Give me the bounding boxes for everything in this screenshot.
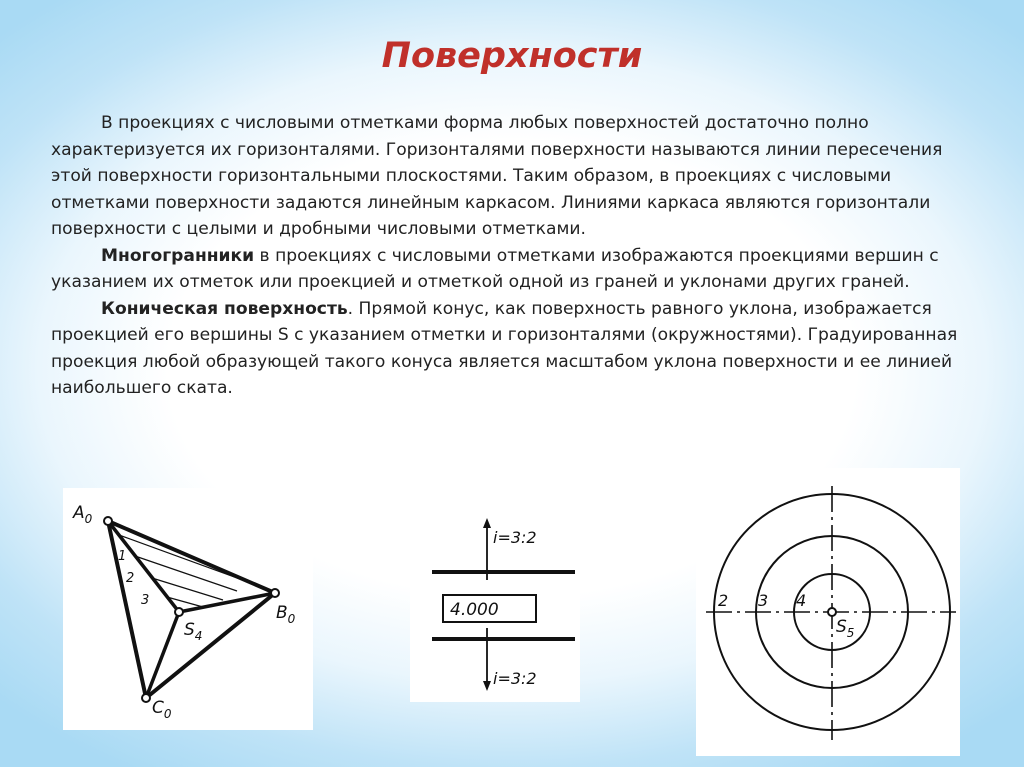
vertex-b-subscript: 0 (287, 612, 296, 626)
svg-text:A0 (72, 503, 93, 526)
slope-label-bottom: i=3:2 (493, 669, 537, 688)
elevation-label: 4.000 (450, 600, 499, 620)
vertex-a-point (104, 517, 112, 525)
term-conical-surface: Коническая поверхность (101, 298, 348, 319)
cone-figure (696, 468, 960, 756)
svg-text:S5 (836, 617, 854, 640)
vertex-c-subscript: 0 (163, 707, 172, 721)
vertex-s-point (175, 608, 183, 616)
vertex-c-point (142, 694, 150, 702)
apex-label: S (836, 617, 847, 637)
contour-mark-3: 3 (141, 593, 150, 608)
apex-subscript: 5 (846, 626, 855, 640)
slide-title: Поверхности (381, 36, 643, 76)
vertex-a-label: A (73, 503, 85, 523)
vertex-s-subscript: 4 (194, 629, 203, 643)
vertex-c-label: C (152, 698, 164, 718)
paragraph-cone (51, 296, 981, 402)
svg-text:B0 (276, 603, 296, 626)
vertex-a-subscript: 0 (84, 512, 93, 526)
plane-figure (410, 500, 580, 702)
slope-label-top: i=3:2 (493, 528, 537, 547)
contour-mark-1: 1 (118, 549, 127, 564)
contour-label-4: 4 (796, 591, 807, 610)
vertex-b-label: B (276, 603, 288, 623)
apex-point (828, 608, 836, 616)
svg-text:C0 (152, 698, 172, 721)
body-text (51, 110, 981, 402)
term-polyhedra: Многогранники (101, 245, 255, 266)
contour-label-3: 3 (758, 591, 769, 610)
arrowhead-down-icon (483, 681, 491, 691)
svg-text:S4 (184, 620, 202, 643)
vertex-b-point (271, 589, 279, 597)
paragraph-polyhedra (51, 243, 981, 296)
arrowhead-up-icon (483, 518, 491, 528)
contour-mark-2: 2 (126, 571, 135, 586)
paragraph-surfaces: В проекциях с числовыми отметками форма любых поверхностей достаточно полно характеризуется их горизонталями. Горизонталями поверхности называются линии пересечения этой поверхности горизонтальными плоскостями. Таким образом, в проекциях с числовыми отметками поверхности задаются линейным каркасом. Линиями каркаса являются горизонтали поверхности с целыми и дробными числовыми отметками. (51, 113, 943, 239)
polyhedron-figure (63, 488, 313, 730)
paragraph-polyhedra-text: в проекциях с числовыми отметками изображаются проекциями вершин с указанием их отметок или проекцией и отметкой одной из граней и уклонами других граней. (51, 245, 939, 292)
vertex-s-label: S (184, 620, 195, 640)
contour-label-2: 2 (718, 591, 729, 610)
paragraph-cone-text: . Прямой конус, как поверхность равного уклона, изображается проекцией его вершины S с указанием отметки и горизонталями (окружностями). Градуированная проекция любой образующей такого конуса является масштабом уклона поверхности и ее линией наибольшего ската. (51, 298, 958, 398)
